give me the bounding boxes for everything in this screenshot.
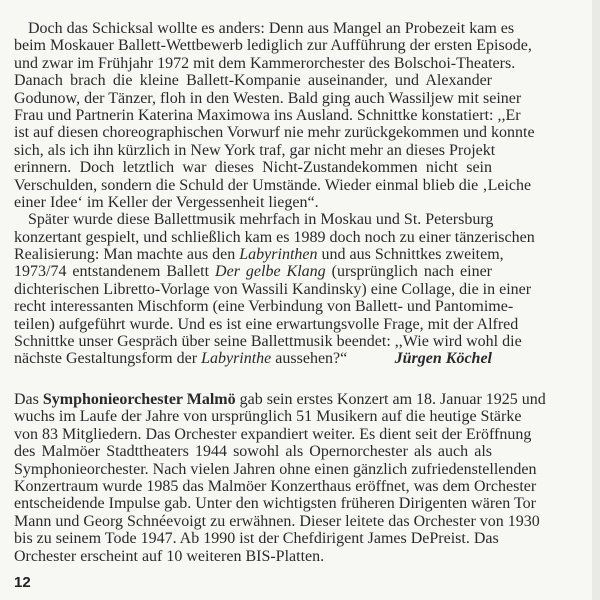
text-segment: (ursprünglich nach einer (325, 263, 492, 281)
text-segment: bis zu seinem Tode 1947. Ab 1990 ist der Chefdirigent James DePreist. Das (14, 530, 499, 548)
text-line (14, 408, 522, 426)
text-line (14, 176, 532, 194)
text-line (14, 20, 515, 37)
text-line (14, 211, 492, 228)
text-segment: Verschulden, sondern die Schuld der Umstände. Wieder einmal blieb die ‚Leiche (14, 176, 532, 194)
text-line (14, 280, 532, 298)
text-segment: Frau und Partnerin Katerina Maximowa ins Ausland. Schnittke konstatiert: ,,Er (14, 106, 521, 124)
text-segment: Orchester erscheint auf 10 weiteren BIS-Platten. (14, 547, 325, 565)
text-segment: sich, als ich ihn kürzlich in New York traf, gar nicht mehr an dieses Projekt (14, 141, 496, 159)
text-segment: nächste Gestaltungsform der (14, 350, 202, 368)
text-segment: Realisierung: Man machte aus den (14, 246, 240, 264)
text-segment: teilen) aufgeführt wurde. Und es ist eine erwartungsvolle Frage, mit der Alfred (14, 315, 519, 333)
text-segment: Konzertraum wurde 1985 das Malmöer Konzerthaus eröffnet, was dem Orchester (14, 477, 537, 495)
text-segment: Schnittke unser Gespräch über seine Ballettmusik beendet: ,,Wie wird wohl die (14, 333, 522, 351)
text-line (14, 263, 492, 280)
text-line-content (14, 350, 347, 367)
text-segment: einer Idee‘ im Keller der Vergessenheit liegen“. (14, 193, 319, 211)
text-line (14, 495, 536, 513)
article-text (14, 20, 535, 368)
author-signature: Jürgen Köchel (394, 350, 492, 368)
text-line (14, 106, 521, 124)
text-segment: beim Moskauer Ballett-Wettbewerb lediglich zur Aufführung der ersten Episode, (14, 37, 532, 55)
italic-title: Labyrinthen (239, 246, 318, 264)
text-segment: wuchs im Laufe der Jahre von ursprünglich 51 Musikern auf die heutige Stärke (14, 408, 522, 426)
text-segment: Symphonieorchester. Nach vielen Jahren ohne einen gänzlich zufriedenstellenden (14, 460, 537, 478)
text-segment: Später wurde diese Ballettmusik mehrfach in Moskau und St. Petersburg (28, 211, 494, 229)
text-segment: Mann und Georg Schnéevoigt zu erwähnen. Dieser leitete das Orchester von 1930 (14, 512, 540, 530)
text-line (14, 512, 540, 530)
italic-title: Labyrinthe (201, 350, 272, 368)
text-segment: Doch das Schicksal wollte es anders: Denn aus Mangel an Probezeit kam es (28, 20, 515, 37)
text-line (14, 530, 499, 548)
text-segment: erinnern. Doch letztlich war dieses Nicht-Zustandekommen nicht sein (14, 159, 492, 177)
text-segment: konzertant gespielt, und schließlich kam es 1989 doch noch zu einer tänzerischen (14, 228, 535, 246)
text-line (14, 298, 514, 316)
text-line (14, 548, 492, 565)
text-line (14, 124, 535, 142)
text-segment: recht interessanten Mischform (eine Verbindung von Ballett- und Pantomime- (14, 298, 514, 316)
text-line (14, 391, 546, 408)
text-line (14, 315, 519, 333)
text-segment: des Malmöer Stadttheaters 1944 sowohl als Opernorchester als auch als (14, 443, 492, 461)
text-line (14, 194, 492, 211)
text-line (14, 228, 535, 246)
text-line (14, 72, 492, 89)
page-number: 12 (14, 574, 31, 591)
text-line (14, 333, 522, 351)
text-segment: ist auf diesen choreographischen Vorwurf nie mehr zurückgekommen und konnte (14, 124, 535, 142)
text-line (14, 460, 537, 478)
text-line (14, 477, 537, 495)
text-line (14, 141, 496, 159)
text-line (14, 89, 522, 107)
page-edge (592, 0, 600, 600)
text-segment: und aus Schnittkes zweitem, (317, 246, 504, 264)
text-line (14, 37, 532, 55)
text-segment: von 83 Mitgliedern. Das Orchester expandiert weiter. Es dient seit der Eröffnung (14, 425, 532, 443)
orchestra-bio (14, 391, 546, 565)
text-segment: entscheidende Impulse gab. Unter den wichtigsten früheren Dirigenten wären Tor (14, 495, 536, 513)
text-segment: aussehen?“ (271, 350, 348, 368)
text-segment: gab sein erstes Konzert am 18. Januar 1925 und (235, 391, 546, 408)
text-line (14, 425, 532, 443)
text-line (14, 443, 492, 460)
text-line (14, 246, 504, 264)
text-segment: Das (14, 391, 43, 408)
italic-title: Der gelbe Klang (215, 263, 326, 281)
text-segment: dichterischen Libretto-Vorlage von Wassili Kandinsky) eine Collage, die in einer (14, 280, 532, 298)
text-line (14, 54, 516, 72)
bold-name: Symphonieorchester Malmö (42, 391, 236, 408)
text-line (14, 350, 492, 367)
text-segment: 1973/74 entstandenem Ballett (14, 263, 216, 281)
text-segment: Godunow, der Tänzer, floh in den Westen. Bald ging auch Wassiljew mit seiner (14, 89, 522, 107)
text-segment: Danach brach die kleine Ballett-Kompanie auseinander, und Alexander (14, 72, 492, 90)
text-segment: und zwar im Frühjahr 1972 mit dem Kammerorchester des Bolschoi-Theaters. (14, 54, 516, 72)
text-line (14, 159, 492, 176)
